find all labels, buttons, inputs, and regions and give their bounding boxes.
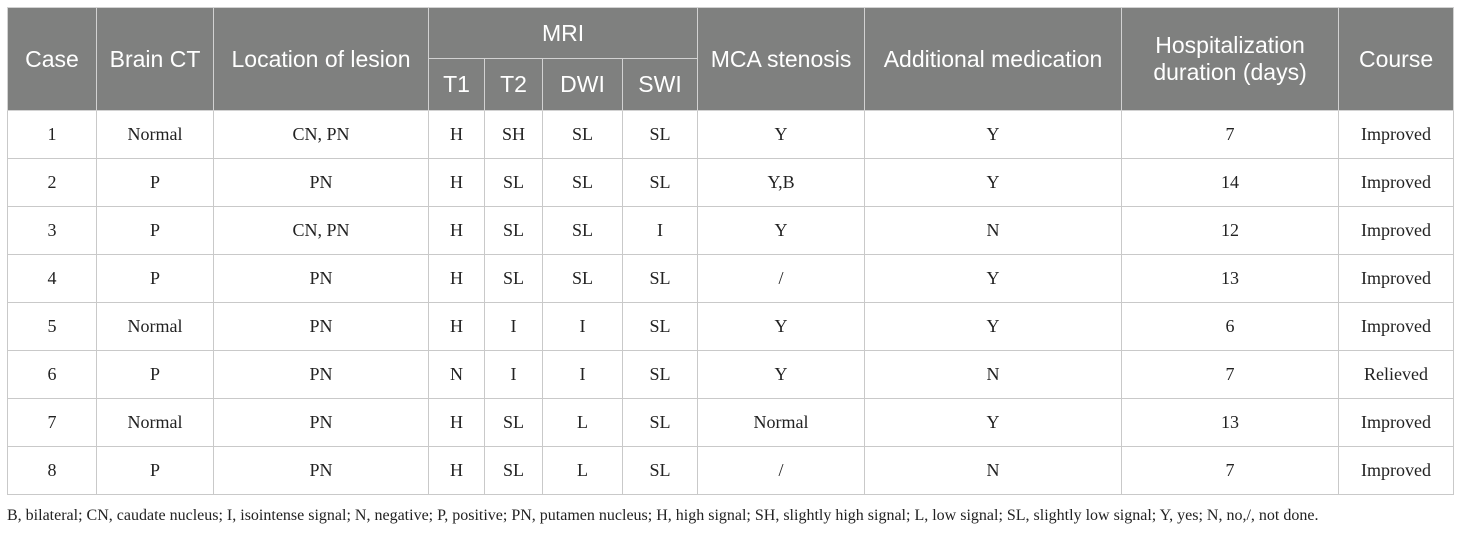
header-dwi: DWI [543, 59, 623, 111]
cell-location: CN, PN [214, 207, 429, 255]
table-row [8, 255, 1454, 303]
cell-mca: Normal [698, 399, 865, 447]
cell-dwi: I [543, 303, 623, 351]
cell-case: 4 [8, 255, 97, 303]
cell-case: 8 [8, 447, 97, 495]
cell-swi: SL [623, 399, 698, 447]
cell-medication: N [865, 207, 1122, 255]
header-location: Location of lesion [214, 8, 429, 111]
header-course: Course [1339, 8, 1454, 111]
table-container [7, 7, 1453, 495]
cell-course: Improved [1339, 207, 1454, 255]
table-row [8, 159, 1454, 207]
cell-t2: SL [485, 207, 543, 255]
cell-brain-ct: Normal [97, 399, 214, 447]
cell-medication: Y [865, 111, 1122, 159]
cell-course: Improved [1339, 303, 1454, 351]
cell-duration: 14 [1122, 159, 1339, 207]
cell-medication: Y [865, 159, 1122, 207]
cell-case: 7 [8, 399, 97, 447]
cell-case: 5 [8, 303, 97, 351]
cell-location: PN [214, 255, 429, 303]
cell-case: 2 [8, 159, 97, 207]
cell-swi: SL [623, 303, 698, 351]
cell-dwi: I [543, 351, 623, 399]
header-t2: T2 [485, 59, 543, 111]
cell-t2: SL [485, 399, 543, 447]
cell-mca: Y [698, 303, 865, 351]
table-row [8, 111, 1454, 159]
header-mri: MRI [429, 8, 698, 59]
cell-brain-ct: P [97, 207, 214, 255]
header-duration: Hospitalization duration (days) [1122, 8, 1339, 111]
cell-medication: N [865, 447, 1122, 495]
cell-course: Improved [1339, 159, 1454, 207]
table-row [8, 303, 1454, 351]
cell-duration: 7 [1122, 351, 1339, 399]
cell-brain-ct: P [97, 447, 214, 495]
cell-medication: N [865, 351, 1122, 399]
cell-t1: H [429, 255, 485, 303]
cell-dwi: SL [543, 159, 623, 207]
table-footnote: B, bilateral; CN, caudate nucleus; I, isointense signal; N, negative; P, positive; PN, putamen nucleus; H, high signal; SH, slightly high signal; L, low signal; SL, slightly low signal; Y, yes; N, no,/, not done. [7, 507, 1319, 524]
table-header [8, 8, 1454, 111]
cell-t1: H [429, 111, 485, 159]
cell-swi: SL [623, 351, 698, 399]
cell-dwi: SL [543, 207, 623, 255]
cell-dwi: L [543, 447, 623, 495]
cell-t2: SL [485, 159, 543, 207]
cell-brain-ct: P [97, 255, 214, 303]
cell-duration: 6 [1122, 303, 1339, 351]
cell-location: PN [214, 351, 429, 399]
cell-duration: 7 [1122, 447, 1339, 495]
cell-location: PN [214, 399, 429, 447]
cell-t2: SL [485, 255, 543, 303]
header-row-1 [8, 8, 1454, 59]
header-brain-ct: Brain CT [97, 8, 214, 111]
cell-duration: 13 [1122, 255, 1339, 303]
cell-location: PN [214, 303, 429, 351]
cell-brain-ct: Normal [97, 303, 214, 351]
cell-mca: / [698, 447, 865, 495]
cell-duration: 7 [1122, 111, 1339, 159]
table-row [8, 399, 1454, 447]
cell-medication: Y [865, 399, 1122, 447]
cell-medication: Y [865, 303, 1122, 351]
cell-t1: H [429, 303, 485, 351]
cell-swi: SL [623, 159, 698, 207]
cell-course: Relieved [1339, 351, 1454, 399]
table-row [8, 207, 1454, 255]
cell-t2: I [485, 351, 543, 399]
cell-dwi: SL [543, 111, 623, 159]
cell-mca: Y [698, 351, 865, 399]
cell-t1: H [429, 159, 485, 207]
case-table [7, 7, 1454, 495]
header-swi: SWI [623, 59, 698, 111]
header-mca: MCA stenosis [698, 8, 865, 111]
cell-case: 3 [8, 207, 97, 255]
cell-duration: 13 [1122, 399, 1339, 447]
header-case: Case [8, 8, 97, 111]
table-row [8, 447, 1454, 495]
cell-brain-ct: Normal [97, 111, 214, 159]
cell-t1: H [429, 447, 485, 495]
header-t1: T1 [429, 59, 485, 111]
cell-course: Improved [1339, 255, 1454, 303]
table-row [8, 351, 1454, 399]
cell-course: Improved [1339, 111, 1454, 159]
cell-location: CN, PN [214, 111, 429, 159]
cell-t1: H [429, 207, 485, 255]
cell-case: 1 [8, 111, 97, 159]
cell-t2: I [485, 303, 543, 351]
cell-mca: Y,B [698, 159, 865, 207]
cell-dwi: L [543, 399, 623, 447]
cell-course: Improved [1339, 399, 1454, 447]
cell-case: 6 [8, 351, 97, 399]
cell-mca: Y [698, 207, 865, 255]
cell-t2: SH [485, 111, 543, 159]
cell-course: Improved [1339, 447, 1454, 495]
table-body [8, 111, 1454, 495]
cell-t1: H [429, 399, 485, 447]
cell-dwi: SL [543, 255, 623, 303]
cell-mca: Y [698, 111, 865, 159]
cell-swi: I [623, 207, 698, 255]
cell-brain-ct: P [97, 159, 214, 207]
cell-location: PN [214, 447, 429, 495]
cell-swi: SL [623, 255, 698, 303]
cell-medication: Y [865, 255, 1122, 303]
cell-brain-ct: P [97, 351, 214, 399]
cell-t1: N [429, 351, 485, 399]
cell-mca: / [698, 255, 865, 303]
header-medication: Additional medication [865, 8, 1122, 111]
cell-t2: SL [485, 447, 543, 495]
cell-swi: SL [623, 447, 698, 495]
cell-location: PN [214, 159, 429, 207]
cell-duration: 12 [1122, 207, 1339, 255]
cell-swi: SL [623, 111, 698, 159]
